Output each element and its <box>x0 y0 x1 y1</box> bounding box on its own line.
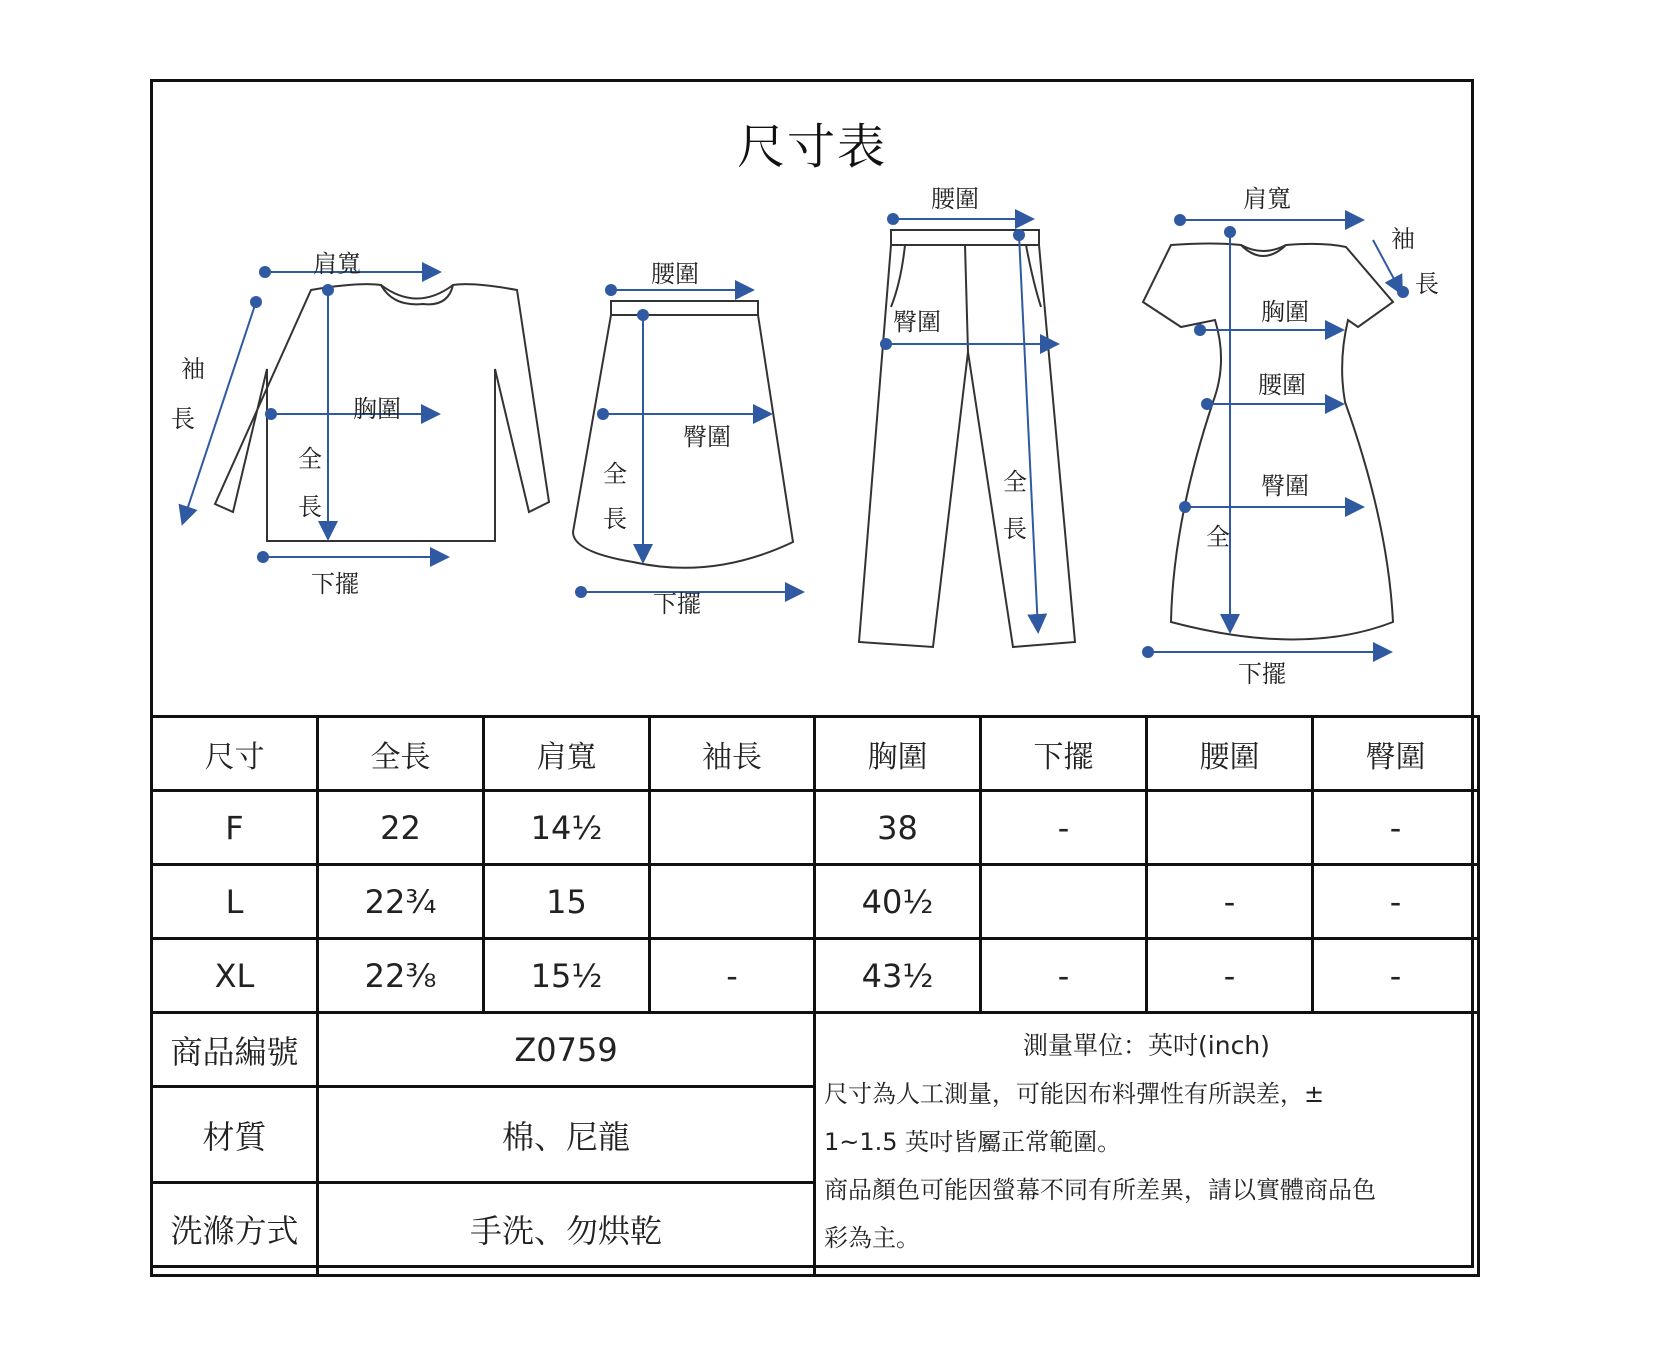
dress-shoulder-label: 肩寬 <box>1243 185 1291 213</box>
cell: - <box>981 939 1147 1013</box>
cell: 22 <box>318 791 484 865</box>
pants-diagram <box>859 185 1075 647</box>
note-line-2: 1~1.5 英吋皆屬正常範圍。 <box>824 1128 1122 1156</box>
header-waist: 腰圍 <box>1147 717 1313 791</box>
dress-diagram <box>1142 185 1439 688</box>
dress-waist-label: 腰圍 <box>1258 371 1306 399</box>
skirt-waist-label: 腰圍 <box>651 260 699 288</box>
cell: - <box>1313 791 1479 865</box>
size-table-header-row <box>152 717 1479 791</box>
header-sleeve: 袖長 <box>650 717 815 791</box>
cell: - <box>1313 939 1479 1013</box>
cell: - <box>650 939 815 1013</box>
cell: XL <box>152 939 318 1013</box>
dress-chest-label: 胸圍 <box>1261 298 1309 326</box>
skirt-length-label-2: 長 <box>603 505 627 533</box>
cell <box>981 865 1147 939</box>
top-length-label-2: 長 <box>298 493 322 521</box>
cell: 40½ <box>815 865 981 939</box>
cell: - <box>1147 939 1313 1013</box>
dress-sleeve-label-1: 袖 <box>1391 225 1415 253</box>
top-chest-label: 胸圍 <box>353 395 401 423</box>
cell: F <box>152 791 318 865</box>
header-size: 尺寸 <box>152 717 318 791</box>
header-hem: 下擺 <box>981 717 1147 791</box>
chart-title: 尺寸表 <box>736 119 887 175</box>
top-shoulder-label: 肩寬 <box>313 250 361 278</box>
pants-hip-label: 臀圍 <box>893 308 941 336</box>
cell: 22⅜ <box>318 939 484 1013</box>
cell: - <box>1313 865 1479 939</box>
wash-label: 洗滌方式 <box>152 1183 318 1276</box>
wash-value: 手洗、勿烘乾 <box>318 1183 815 1276</box>
material-label: 材質 <box>152 1087 318 1183</box>
pants-waist-label: 腰圍 <box>931 185 979 213</box>
top-length-label-1: 全 <box>298 445 322 473</box>
cell <box>650 791 815 865</box>
header-length: 全長 <box>318 717 484 791</box>
top-sleeve-label-1: 袖 <box>181 355 205 383</box>
size-chart-frame <box>150 79 1474 1268</box>
garment-diagrams <box>153 82 1477 715</box>
cell: 22¾ <box>318 865 484 939</box>
size-table <box>150 715 1480 1277</box>
dress-length-label-1: 全 <box>1206 523 1230 551</box>
cell: 15½ <box>484 939 650 1013</box>
top-hem-label: 下擺 <box>311 570 359 598</box>
cell: - <box>1147 865 1313 939</box>
note-line-3: 商品顏色可能因螢幕不同有所差異，請以實體商品色 <box>824 1176 1376 1204</box>
cell: 14½ <box>484 791 650 865</box>
dress-hip-label: 臀圍 <box>1261 472 1309 500</box>
skirt-diagram <box>573 260 801 618</box>
product-code-row <box>152 1013 1479 1087</box>
skirt-hem-label: 下擺 <box>653 590 701 618</box>
cell: L <box>152 865 318 939</box>
cell: 43½ <box>815 939 981 1013</box>
dress-hem-label: 下擺 <box>1238 660 1286 688</box>
pants-length-arrow <box>1019 235 1038 630</box>
header-shoulder: 肩寬 <box>484 717 650 791</box>
product-code-value: Z0759 <box>318 1013 815 1087</box>
table-row <box>152 791 1479 865</box>
dress-sleeve-label-2: 長 <box>1415 270 1439 298</box>
table-row <box>152 939 1479 1013</box>
pants-length-label-2: 長 <box>1003 515 1027 543</box>
product-code-label: 商品編號 <box>152 1013 318 1087</box>
cell: - <box>981 791 1147 865</box>
material-value: 棉、尼龍 <box>318 1087 815 1183</box>
header-hip: 臀圍 <box>1313 717 1479 791</box>
cell <box>650 865 815 939</box>
top-diagram <box>171 250 549 598</box>
note-line-4: 彩為主。 <box>824 1224 920 1252</box>
unit-note: 測量單位：英吋(inch) <box>1023 1031 1270 1060</box>
pants-length-label-1: 全 <box>1003 468 1027 496</box>
cell: 15 <box>484 865 650 939</box>
cell: 38 <box>815 791 981 865</box>
header-chest: 胸圍 <box>815 717 981 791</box>
skirt-hip-label: 臀圍 <box>683 423 731 451</box>
note-line-1: 尺寸為人工測量，可能因布料彈性有所誤差，± <box>824 1080 1325 1108</box>
top-sleeve-label-2: 長 <box>171 405 195 433</box>
notes-cell <box>815 1013 1479 1276</box>
cell <box>1147 791 1313 865</box>
table-row <box>152 865 1479 939</box>
skirt-length-label-1: 全 <box>603 460 627 488</box>
